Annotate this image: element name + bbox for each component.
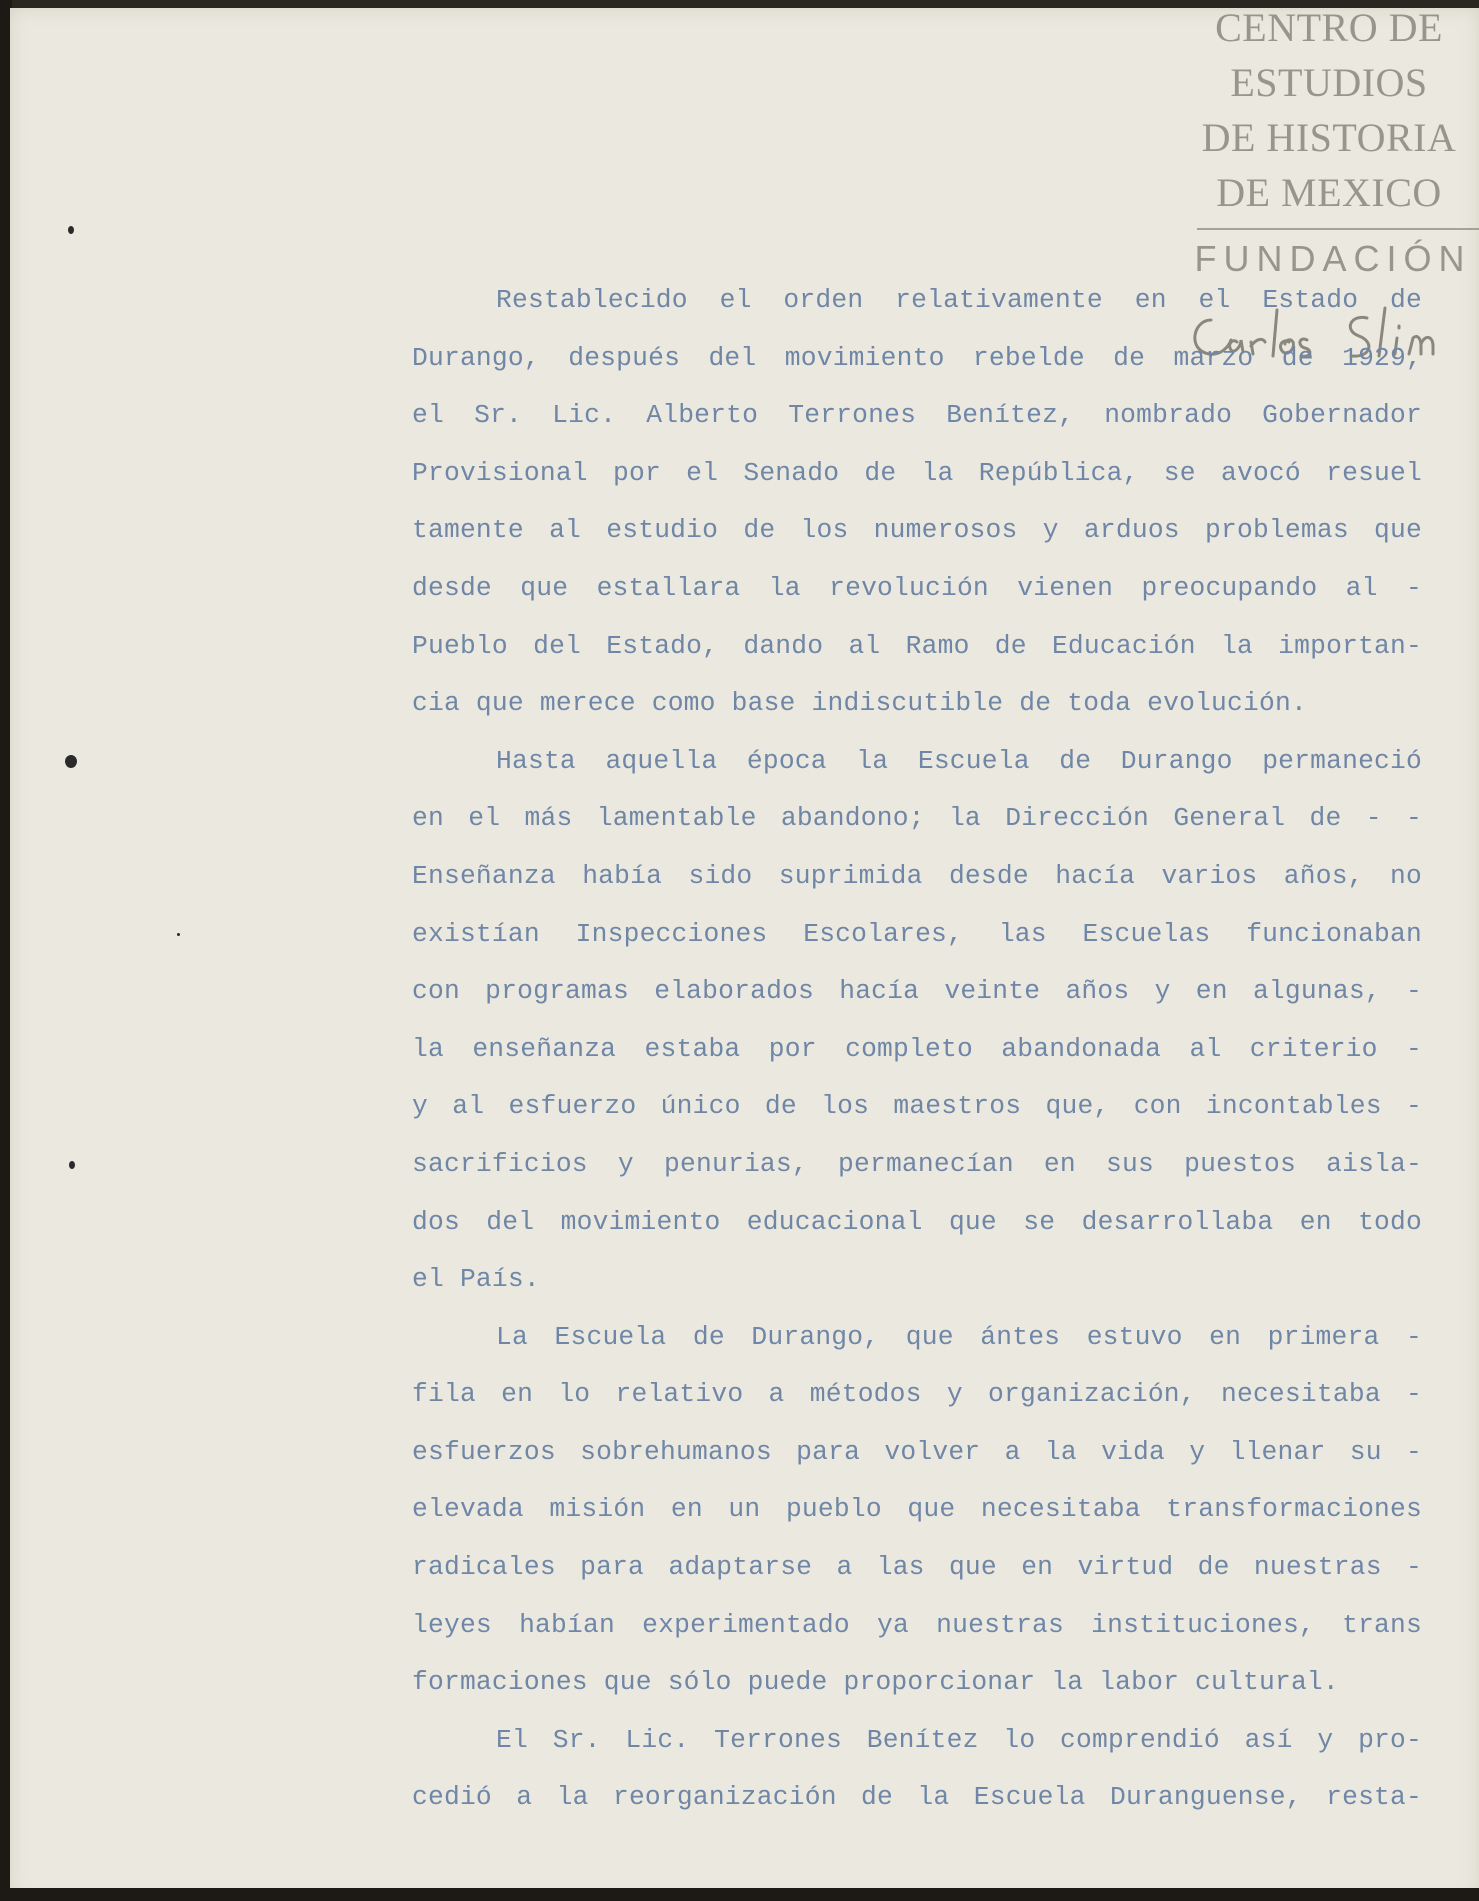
text-line: fila en lo relativo a métodos y organización, necesitaba - (412, 1379, 1422, 1410)
margin-mark (177, 933, 180, 936)
text-line: desde que estallara la revolución vienen preocupando al - (412, 572, 1422, 603)
text-line: dos del movimiento educacional que se desarrollaba en todo (412, 1206, 1422, 1237)
text-line: Provisional por el Senado de la República, se avocó resuel (412, 457, 1422, 488)
text-line: Enseñanza había sido suprimida desde hacía varios años, no (412, 860, 1422, 891)
text-line: leyes habían experimentado ya nuestras instituciones, trans (412, 1609, 1422, 1640)
archive-watermark (1179, 0, 1479, 282)
watermark-line: DE MEXICO (1216, 170, 1442, 215)
watermark-line: CENTRO DE (1215, 5, 1443, 50)
watermark-line: ESTUDIOS (1230, 60, 1428, 105)
margin-mark (68, 226, 74, 234)
text-line: formaciones que sólo puede proporcionar la labor cultural. (412, 1667, 1339, 1698)
text-line: elevada misión en un pueblo que necesitaba transformaciones (412, 1494, 1422, 1525)
text-line: con programas elaborados hacía veinte años y en algunas, - (412, 976, 1422, 1007)
text-line: radicales para adaptarse a las que en virtud de nuestras - (412, 1552, 1422, 1583)
margin-mark (65, 755, 77, 768)
text-line: La Escuela de Durango, que ántes estuvo en primera - (496, 1321, 1422, 1352)
watermark-divider (1197, 228, 1479, 230)
text-line: cedió a la reorganización de la Escuela Duranguense, resta- (412, 1782, 1422, 1813)
text-line: Restablecido el orden relativamente en el Estado de (496, 285, 1422, 315)
text-line: sacrificios y penurias, permanecían en sus puestos aisla- (412, 1148, 1422, 1179)
margin-mark (69, 1161, 75, 1169)
text-line: El Sr. Lic. Terrones Benítez lo comprendió así y pro- (496, 1724, 1422, 1755)
text-line: Durango, después del movimiento rebelde de marzo de 1929, (412, 342, 1422, 373)
text-line: el Sr. Lic. Alberto Terrones Benítez, nombrado Gobernador (412, 400, 1422, 431)
text-line: esfuerzos sobrehumanos para volver a la vida y llenar su - (412, 1436, 1422, 1467)
text-line: tamente al estudio de los numerosos y arduos problemas que (412, 515, 1422, 546)
text-line: la enseñanza estaba por completo abandonada al criterio - (412, 1033, 1422, 1064)
text-line: Pueblo del Estado, dando al Ramo de Educación la importan- (412, 630, 1422, 661)
text-line: en el más lamentable abandono; la Dirección General de - - (412, 803, 1422, 834)
watermark-foundation: FUNDACIÓN (1194, 238, 1472, 279)
text-line: cia que merece como base indiscutible de toda evolución. (412, 688, 1307, 719)
text-line: y al esfuerzo único de los maestros que, con incontables - (412, 1091, 1422, 1122)
text-line: Hasta aquella época la Escuela de Durango permaneció (496, 745, 1422, 776)
watermark-line: DE HISTORIA (1201, 115, 1457, 160)
text-line: el País. (412, 1264, 540, 1295)
text-line: existían Inspecciones Escolares, las Escuelas funcionaban (412, 918, 1422, 949)
scan-bottom-edge (0, 1888, 1479, 1901)
typewritten-text (412, 272, 1422, 1827)
